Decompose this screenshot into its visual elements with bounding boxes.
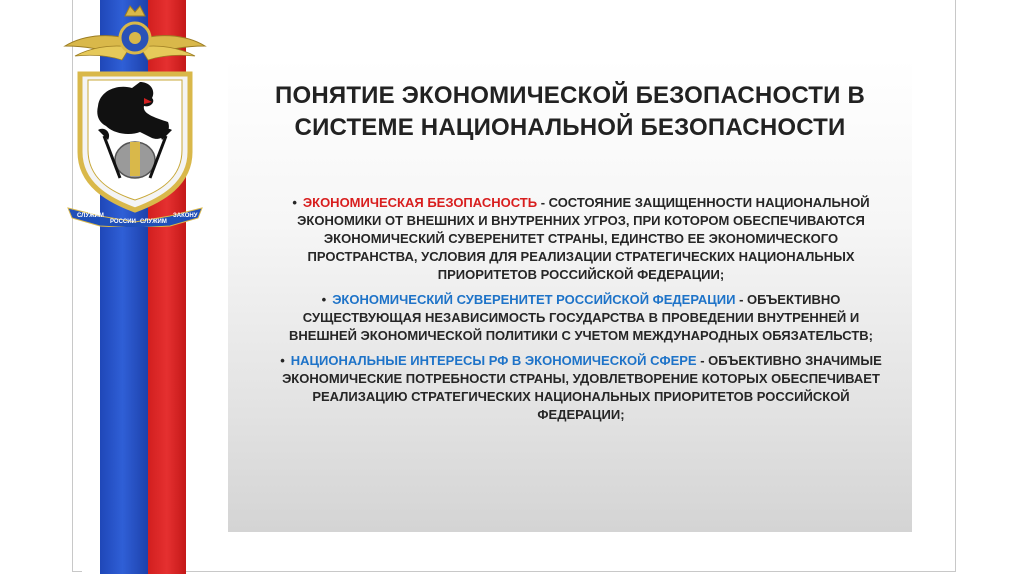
slide-title bbox=[228, 80, 912, 144]
title-line: ПОНЯТИЕ ЭКОНОМИЧЕСКОЙ БЕЗОПАСНОСТИ В bbox=[275, 82, 865, 109]
definition-list bbox=[276, 194, 886, 431]
term-national-interests: НАЦИОНАЛЬНЫЕ ИНТЕРЕСЫ РФ В ЭКОНОМИЧЕСКОЙ СФЕРЕ bbox=[290, 353, 697, 368]
ribbon-word: СЛУЖИМ bbox=[77, 213, 104, 219]
title-line: СИСТЕМЕ НАЦИОНАЛЬНОЙ БЕЗОПАСНОСТИ bbox=[294, 114, 846, 141]
police-emblem-icon bbox=[60, 2, 210, 227]
term-economic-sovereignty: ЭКОНОМИЧЕСКИЙ СУВЕРЕНИТЕТ РОССИЙСКОЙ ФЕДЕРАЦИИ bbox=[332, 292, 736, 307]
ribbon-word: СЛУЖИМ bbox=[140, 219, 167, 225]
list-item bbox=[276, 352, 886, 424]
definition-text: - ОБЪЕКТИВНО ЗНАЧИМЫЕ ЭКОНОМИЧЕСКИЕ ПОТРЕБНОСТИ СТРАНЫ, УДОВЛЕТВОРЕНИЕ КОТОРЫХ ОБЕСПЕЧИВАЕТ РЕАЛИЗАЦИЮ СТРАТЕГИЧЕСКИХ НАЦИОНАЛЬНЫХ ПРИОРИТЕТОВ РОССИЙСКОЙ ФЕДЕРАЦИИ; bbox=[282, 353, 882, 422]
ribbon-word: ЗАКОНУ bbox=[173, 213, 198, 219]
bullet-icon: • bbox=[280, 353, 285, 368]
list-item bbox=[276, 194, 886, 284]
list-item bbox=[276, 291, 886, 345]
bullet-icon: • bbox=[321, 292, 327, 307]
bullet-icon: • bbox=[292, 195, 297, 210]
term-economic-security: ЭКОНОМИЧЕСКАЯ БЕЗОПАСНОСТЬ bbox=[302, 195, 538, 210]
ribbon-word: РОССИИ bbox=[110, 219, 136, 225]
definition-text: - ОБЪЕКТИВНО СУЩЕСТВУЮЩАЯ НЕЗАВИСИМОСТЬ ГОСУДАРСТВА В ПРОВЕДЕНИИ ВНУТРЕННЕЙ И ВНЕШНЕЙ ЭКОНОМИЧЕСКОЙ ПОЛИТИКИ С УЧЕТОМ МЕЖДУНАРОДНЫХ ОБЯЗАТЕЛЬСТВ; bbox=[289, 292, 873, 343]
content-panel bbox=[228, 58, 912, 532]
definition-text: - СОСТОЯНИЕ ЗАЩИЩЕННОСТИ НАЦИОНАЛЬНОЙ ЭКОНОМИКИ ОТ ВНЕШНИХ И ВНУТРЕННИХ УГРОЗ, ПРИ КОТОРОМ ОБЕСПЕЧИВАЮТСЯ ЭКОНОМИЧЕСКИЙ СУВЕРЕНИТЕТ СТРАНЫ, ЕДИНСТВО ЕЕ ЭКОНОМИЧЕСКОГО ПРОСТРАНСТВА, УСЛОВИЯ ДЛЯ РЕАЛИЗАЦИИ СТРАТЕГИЧЕСКИХ НАЦИОНАЛЬНЫХ ПРИОРИТЕТОВ РОССИЙСКОЙ ФЕДЕРАЦИИ; bbox=[297, 195, 870, 282]
